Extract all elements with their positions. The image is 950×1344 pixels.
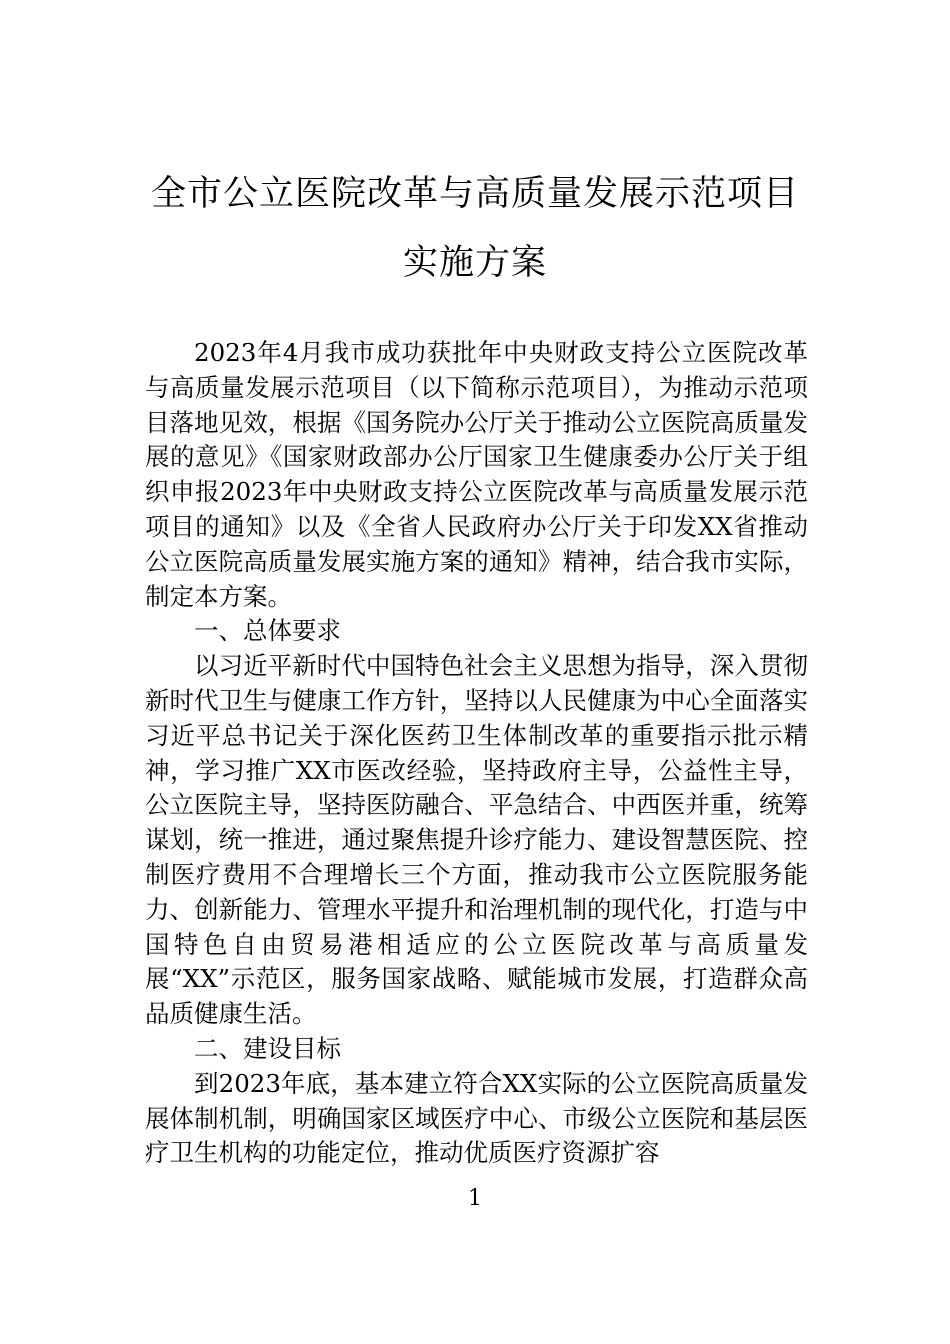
construction-goals-paragraph: 到2023年底，基本建立符合XX实际的公立医院高质量发展体制机制，明确国家区域医疗中心、市级公立医院和基层医疗卫生机构的功能定位，推动优质医疗资源扩容 <box>145 1068 808 1168</box>
section-heading-general-requirements: 一、总体要求 <box>194 616 341 646</box>
intro-paragraph: 2023年4月我市成功获批年中央财政支持公立医院改革与高质量发展示范项目（以下简称示范项目），为推动示范项目落地见效，根据《国务院办公厅关于推动公立医院高质量发展的意见》《国家财政部办公厅国家卫生健康委办公厅关于组织申报2023年中央财政支持公立医院改革与高质量发展示范项目的通知》以及《全省人民政府办公厅关于印发XX省推动公立医院高质量发展实施方案的通知》精神，结合我市实际，制定本方案。 <box>145 338 808 611</box>
section-heading-construction-goals: 二、建设目标 <box>194 1033 341 1063</box>
document-title-line-2: 实施方案 <box>402 243 547 283</box>
general-requirements-paragraph: 以习近平新时代中国特色社会主义思想为指导，深入贯彻新时代卫生与健康工作方针，坚持以人民健康为中心全面落实习近平总书记关于深化医药卫生体制改革的重要指示批示精神，学习推广XX市医改经验，坚持政府主导，公益性主导，公立医院主导，坚持医防融合、平急结合、中西医并重，统筹谋划，统一推进，通过聚焦提升诊疗能力、建设智慧医院、控制医疗费用不合理增长三个方面，推动我市公立医院服务能力、创新能力、管理水平提升和治理机制的现代化，打造与中国特色自由贸易港相适应的公立医院改革与高质量发展“XX”示范区，服务国家战略、赋能城市发展，打造群众高品质健康生活。 <box>145 651 808 1029</box>
document-title-line-1: 全市公立医院改革与高质量发展示范项目 <box>150 174 799 214</box>
document-body <box>145 336 808 1171</box>
page-number: 1 <box>468 1186 482 1211</box>
